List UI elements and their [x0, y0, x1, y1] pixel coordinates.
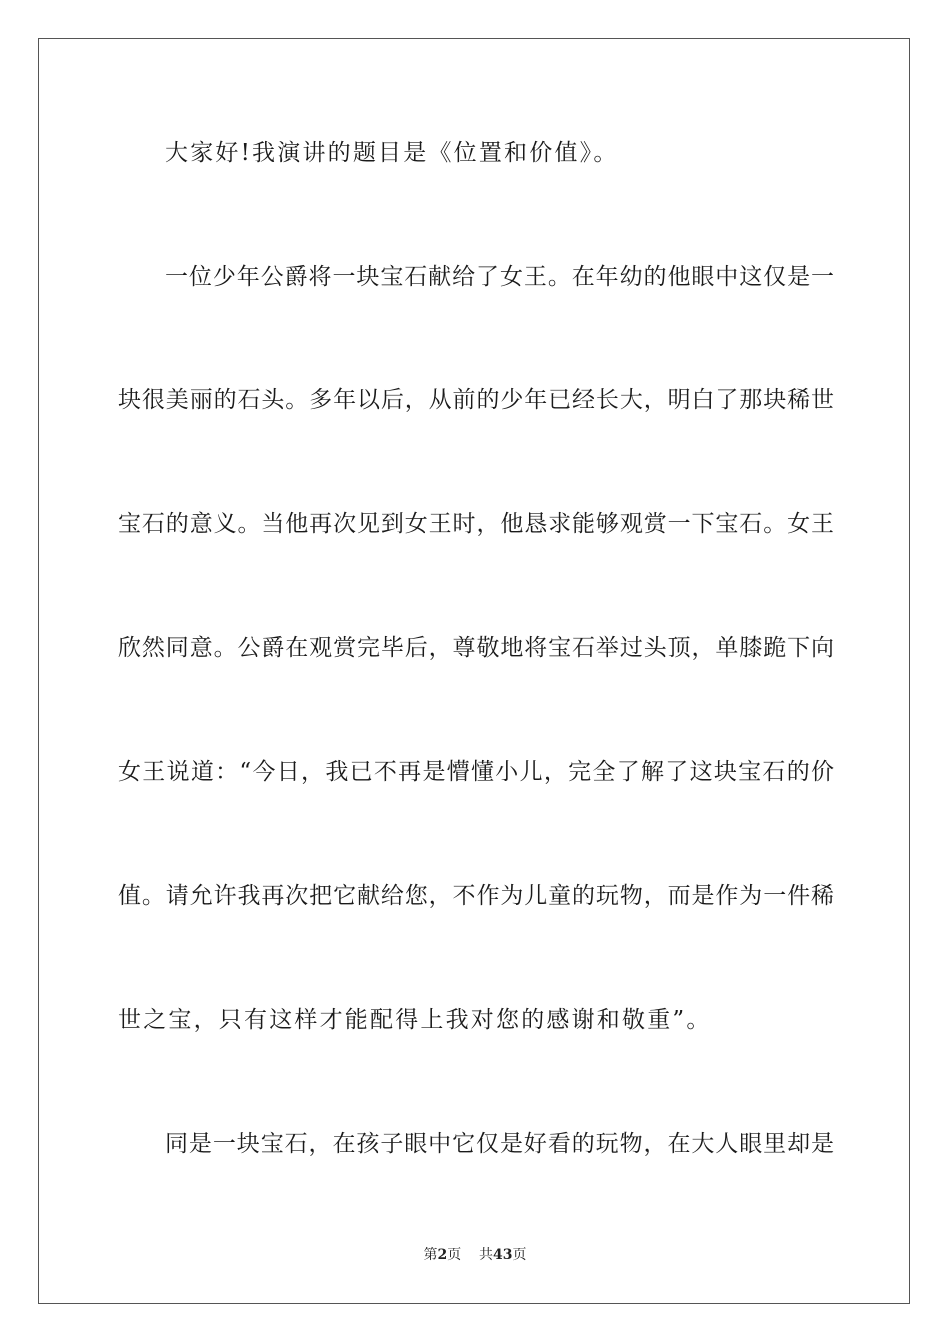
page-number: 2: [437, 1247, 448, 1263]
page-suffix: 页: [447, 1247, 462, 1263]
paragraph-line: 女王说道：“今日，我已不再是懵懂小儿，完全了解了这块宝石的价: [118, 759, 834, 785]
paragraph-line: 一位少年公爵将一块宝石献给了女王。在年幼的他眼中这仅是一: [165, 264, 834, 290]
page-border: [38, 38, 910, 1304]
page-prefix: 第: [423, 1247, 438, 1263]
paragraph-line: 块很美丽的石头。多年以后，从前的少年已经长大，明白了那块稀世: [118, 387, 834, 413]
total-pages: 43: [493, 1247, 513, 1263]
page-footer: [0, 1246, 950, 1264]
paragraph-line: 欣然同意。公爵在观赏完毕后，尊敬地将宝石举过头顶，单膝跪下向: [118, 635, 834, 661]
total-suffix: 页: [512, 1247, 527, 1263]
total-prefix: 共: [479, 1247, 494, 1263]
paragraph-line: 同是一块宝石，在孩子眼中它仅是好看的玩物，在大人眼里却是: [165, 1131, 834, 1157]
paragraph-line: 世之宝，只有这样才能配得上我对您的感谢和敬重”。: [118, 1007, 712, 1033]
greeting-line: 大家好!我演讲的题目是《位置和价值》。: [165, 140, 619, 166]
paragraph-line: 宝石的意义。当他再次见到女王时，他恳求能够观赏一下宝石。女王: [118, 511, 834, 537]
paragraph-line: 值。请允许我再次把它献给您，不作为儿童的玩物，而是作为一件稀: [118, 883, 834, 909]
